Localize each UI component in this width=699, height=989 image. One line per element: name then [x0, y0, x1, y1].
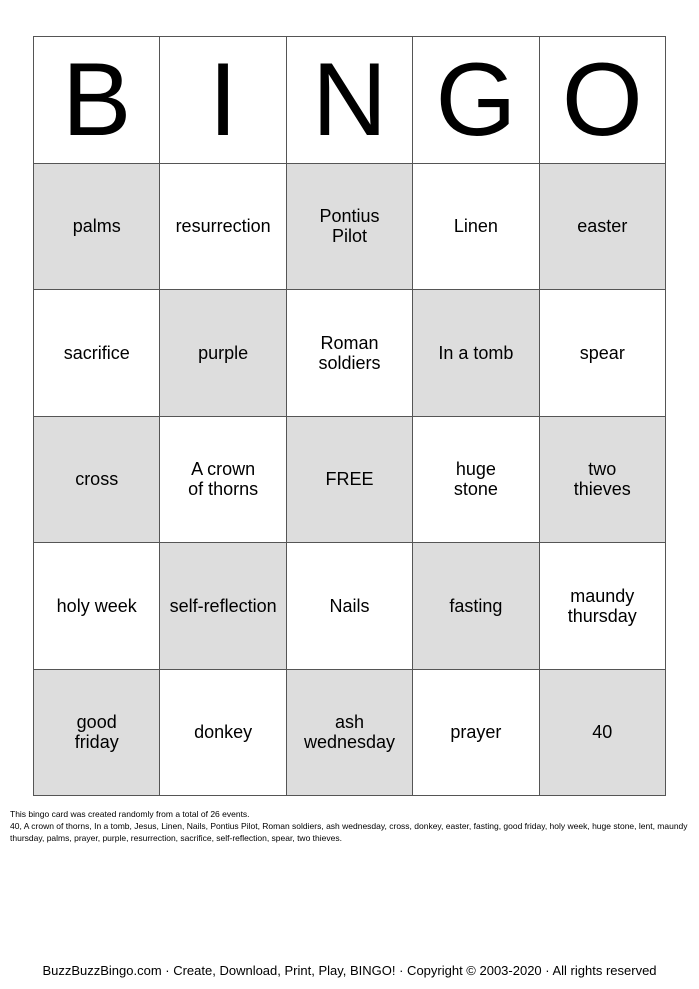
bingo-cell: resurrection — [160, 164, 286, 291]
card-info — [10, 808, 690, 844]
bingo-cell: good friday — [34, 670, 160, 797]
bingo-cell: fasting — [413, 543, 539, 670]
bingo-cell: self-reflection — [160, 543, 286, 670]
bingo-cell: 40 — [540, 670, 666, 797]
bingo-cell: Pontius Pilot — [287, 164, 413, 291]
bingo-cell: two thieves — [540, 417, 666, 544]
header-letter-b: B — [34, 37, 160, 164]
bingo-card — [33, 36, 666, 796]
bingo-cell: palms — [34, 164, 160, 291]
bingo-cell: Nails — [287, 543, 413, 670]
bingo-cell: maundy thursday — [540, 543, 666, 670]
bingo-cell: easter — [540, 164, 666, 291]
bingo-cell: cross — [34, 417, 160, 544]
bingo-cell: sacrifice — [34, 290, 160, 417]
bingo-cell: ash wednesday — [287, 670, 413, 797]
bingo-cell: Roman soldiers — [287, 290, 413, 417]
bingo-cell: spear — [540, 290, 666, 417]
bingo-cell: holy week — [34, 543, 160, 670]
bingo-cell: purple — [160, 290, 286, 417]
event-list: 40, A crown of thorns, In a tomb, Jesus, Linen, Nails, Pontius Pilot, Roman soldiers, ash wednesday, cross, donkey, easter, fasting, good friday, holy week, huge stone, lent, maundy thursday, palms, prayer, purple, resurrection, sacrifice, self-reflection, spear, two thieves. — [10, 821, 688, 843]
bingo-cell: In a tomb — [413, 290, 539, 417]
bingo-cell: donkey — [160, 670, 286, 797]
header-letter-n: N — [287, 37, 413, 164]
copyright-footer: BuzzBuzzBingo.com · Create, Download, Print, Play, BINGO! · Copyright © 2003-2020 · All rights reserved — [42, 963, 657, 978]
bingo-cell: huge stone — [413, 417, 539, 544]
bingo-cell: A crown of thorns — [160, 417, 286, 544]
bingo-cell: Linen — [413, 164, 539, 291]
header-letter-i: I — [160, 37, 286, 164]
event-count-note: This bingo card was created randomly from a total of 26 events. — [10, 809, 250, 819]
header-letter-o: O — [540, 37, 666, 164]
bingo-cell: prayer — [413, 670, 539, 797]
free-space-cell: FREE — [287, 417, 413, 544]
header-letter-g: G — [413, 37, 539, 164]
